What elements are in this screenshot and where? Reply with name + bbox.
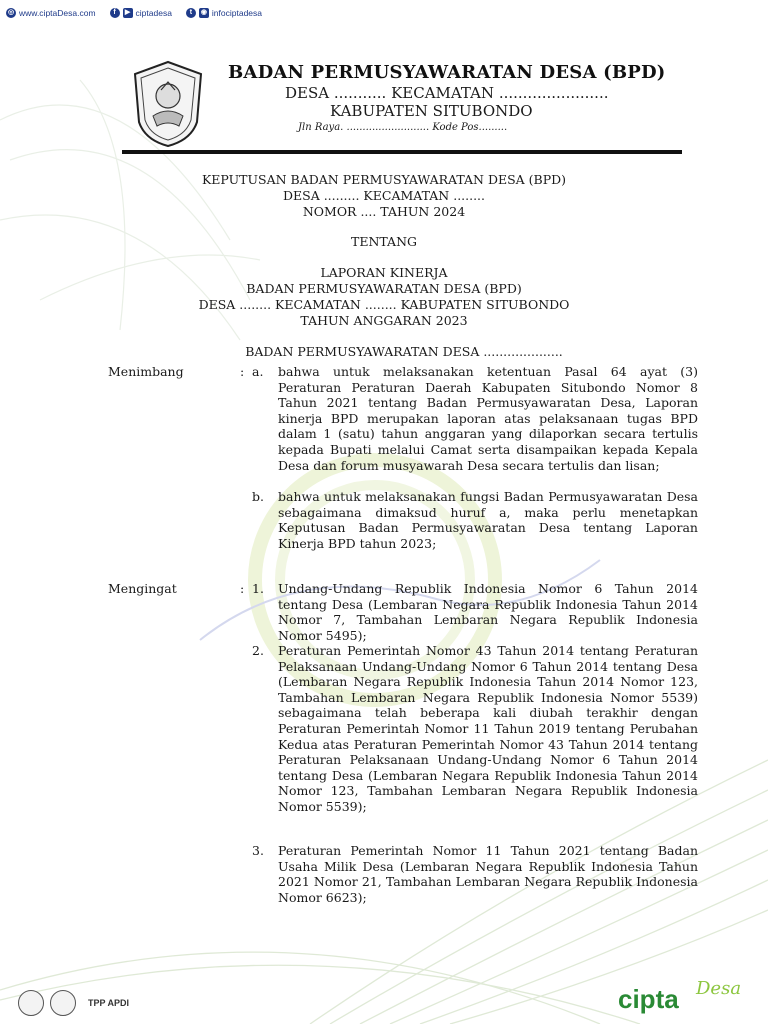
decree-subject-3: DESA ........ KECAMATAN ........ KABUPATEN SITUBONDO — [198, 297, 570, 312]
mengingat-item-1: Undang-Undang Republik Indonesia Nomor 6 Tahun 2014 tentang Desa (Lembaran Negara Republik Indonesia Tahun 2014 Nomor 7, Tambahan Lembaran Negara Republik Indonesia Nomor 5495); — [278, 581, 698, 643]
decree-tentang: TENTANG — [350, 234, 417, 249]
decree-subject-1: LAPORAN KINERJA — [320, 265, 448, 280]
menimbang-colon: : — [240, 364, 245, 379]
facebook-youtube-handle[interactable]: ciptadesa — [135, 8, 172, 18]
decree-title: KEPUTUSAN BADAN PERMUSYAWARATAN DESA (BPD) — [201, 172, 567, 187]
decree-subject-4: TAHUN ANGGARAN 2023 — [300, 313, 468, 328]
mengingat-item-3: Peraturan Pemerintah Nomor 11 Tahun 2021 tentang Badan Usaha Milik Desa (Lembaran Negara Republik Indonesia Tahun 2021 Nomor 21, Tambahan Lembaran Negara Republik Indonesia Nomor 6623); — [278, 843, 698, 905]
decree-desa-kecamatan: DESA ......... KECAMATAN ........ — [282, 188, 486, 203]
twitter-icon[interactable]: t — [186, 8, 196, 18]
mengingat-marker-2: 2. — [252, 643, 264, 658]
mengingat-label: Mengingat — [108, 581, 177, 596]
menimbang-item-b: bahwa untuk melaksanakan fungsi Badan Permusyawaratan Desa sebagaimana dimaksud huruf a, maka perlu menetapkan Keputusan Badan Permusyawaratan Desa tentang Laporan Kinerja BPD tahun 2023; — [278, 489, 698, 551]
partner-logo-icon — [50, 990, 76, 1016]
twitter-instagram-handle[interactable]: infociptadesa — [211, 8, 263, 18]
ministry-logo-icon — [18, 990, 44, 1016]
mengingat-colon: : — [240, 581, 245, 596]
decree-number: NOMOR .... TAHUN 2024 — [302, 204, 466, 219]
desa-kecamatan-line: DESA ........... KECAMATAN ....................... — [285, 84, 609, 102]
globe-icon: ◎ — [7, 9, 15, 16]
footer-logos — [18, 990, 129, 1016]
mengingat-marker-3: 3. — [252, 843, 264, 858]
regency-emblem-icon — [131, 60, 205, 148]
website-text[interactable]: www.ciptaDesa.com — [19, 8, 96, 18]
org-title: BADAN PERMUSYAWARATAN DESA (BPD) — [228, 62, 666, 83]
tpp-apdi-logo: TPP APDI — [88, 998, 130, 1008]
decree-issuer: BADAN PERMUSYAWARATAN DESA .................... — [245, 344, 563, 359]
social-bar — [6, 8, 262, 18]
letterhead-divider — [122, 150, 682, 154]
kabupaten-line: KABUPATEN SITUBONDO — [330, 102, 533, 120]
brand-logo: cipta — [618, 984, 679, 1014]
brand-logo-sub: Desa — [696, 978, 742, 999]
address-line: Jln Raya. .......................... Kode Pos......... — [298, 122, 508, 133]
instagram-icon[interactable]: ◉ — [200, 9, 207, 16]
menimbang-item-a: bahwa untuk melaksanakan ketentuan Pasal 64 ayat (3) Peraturan Peraturan Daerah Kabupaten Situbondo Nomor 8 Tahun 2021 tentang Badan Permusyawaratan Desa, Laporan kinerja BPD merupakan laporan atas pelaksanaan tugas BPD dalam 1 (satu) tahun anggaran yang dilaporkan secara tertulis kepada Bupati melalui Camat serta disampaikan kepada Kepala Desa dan forum musyawarah Desa secara tertulis dan lisan; — [278, 364, 698, 473]
menimbang-marker-a: a. — [252, 364, 264, 379]
mengingat-marker-1: 1. — [252, 581, 264, 596]
youtube-icon[interactable]: ▶ — [123, 8, 133, 18]
facebook-icon[interactable]: f — [110, 8, 120, 18]
mengingat-item-2: Peraturan Pemerintah Nomor 43 Tahun 2014 tentang Peraturan Pelaksanaan Undang-Undang Nomor 6 Tahun 2014 tentang Desa (Lembaran Negara Republik Indonesia Tahun 2014 Nomor 123, Tambahan Lembaran Negara Republik Indonesia Nomor 5539) sebagaimana telah beberapa kali diubah terakhir dengan Peraturan Pemerintah Nomor 11 Tahun 2019 tentang Perubahan Kedua atas Peraturan Pemerintah Nomor 43 Tahun 2014 tentang Peraturan Pelaksanaan Undang-Undang Nomor 6 Tahun 2014 tentang Desa (Lembaran Negara Republik Indonesia Tahun 2014 Nomor 123, Tambahan Lembaran Negara Republik Indonesia Nomor 5539); — [278, 643, 698, 814]
menimbang-label: Menimbang — [108, 364, 184, 379]
menimbang-marker-b: b. — [252, 489, 264, 504]
decree-subject-2: BADAN PERMUSYAWARATAN DESA (BPD) — [246, 281, 522, 296]
